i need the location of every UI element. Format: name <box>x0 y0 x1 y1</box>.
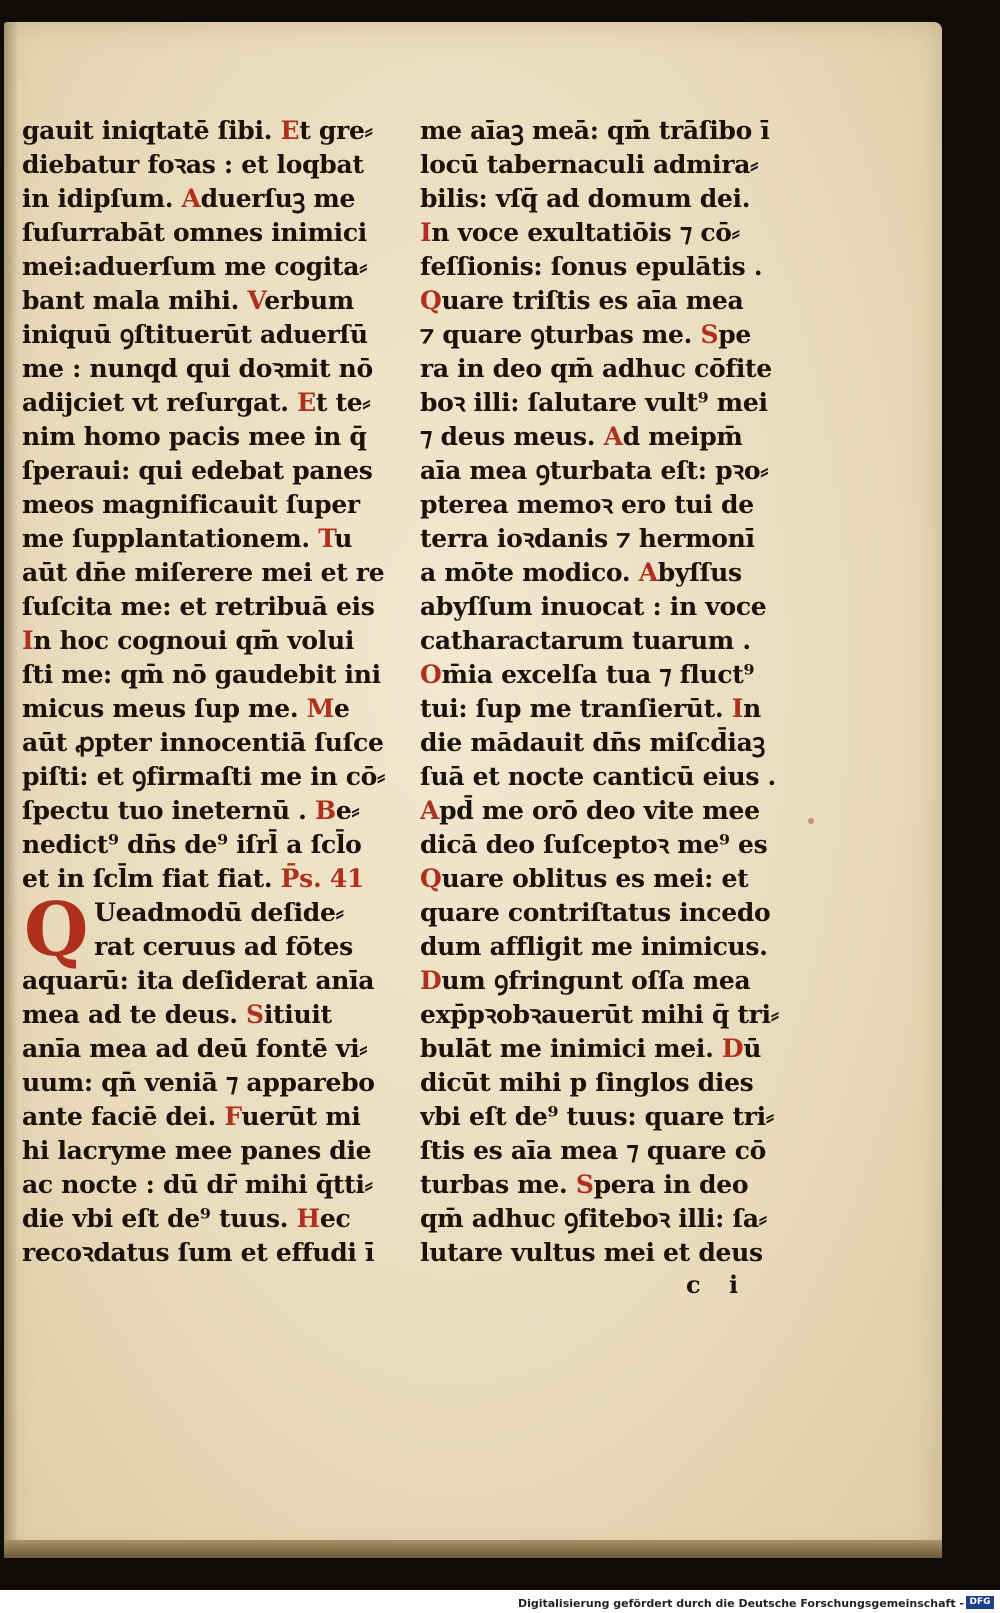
text-segment: me aīaꝫ meā: qm̄ trāſibo ī <box>420 116 770 145</box>
rubric-initial: Q <box>420 864 442 893</box>
text-segment: recoꝛdatus ſum et effudi ī <box>22 1238 375 1267</box>
text-line <box>420 726 792 760</box>
text-segment: aīa mea ꝯturbata eſt: pꝛo⸗ <box>420 456 769 485</box>
rubric-initial: D <box>721 1034 744 1063</box>
text-line <box>420 1202 792 1236</box>
rubric-initial: D <box>420 966 442 995</box>
rubric-initial: S <box>700 320 719 349</box>
text-line <box>420 658 792 692</box>
text-line <box>22 998 397 1032</box>
text-segment: ra in deo qm̄ adhuc cōfite <box>420 354 772 383</box>
text-segment: u <box>334 524 353 553</box>
text-line <box>22 216 397 250</box>
text-segment: turbas me. <box>420 1170 576 1199</box>
text-segment: e <box>334 694 350 723</box>
text-segment: ſuſurrabāt omnes inimici <box>22 218 367 247</box>
text-line <box>420 1100 792 1134</box>
text-line <box>420 182 792 216</box>
text-line <box>420 624 792 658</box>
text-segment: exp̄pꝛobꝛauerūt mihi q̄ tri⸗ <box>420 1000 779 1029</box>
rubric-initial: S <box>246 1000 264 1029</box>
rubric-initial: V <box>247 286 265 315</box>
text-line <box>22 556 397 590</box>
rubric-initial: O <box>420 660 442 689</box>
text-segment: boꝛ illi: ſalutare vult⁹ mei <box>420 388 768 417</box>
psalm-block <box>22 887 397 1270</box>
text-line <box>22 726 397 760</box>
text-line <box>420 250 792 284</box>
text-segment: itiuit <box>263 1000 332 1029</box>
text-line <box>420 896 792 930</box>
text-segment: aquarū: ita deſiderat anīa <box>22 966 375 995</box>
text-segment: ſpectu tuo ineternū . <box>22 796 315 825</box>
text-line <box>22 318 397 352</box>
text-line <box>420 760 792 794</box>
page-gutter-shadow <box>4 22 18 1557</box>
text-segment: ſuā et nocte canticū eius . <box>420 762 776 791</box>
text-column-right <box>420 114 792 1270</box>
text-segment: et in ſcl̄m fiat fiat. <box>22 864 281 893</box>
text-line <box>420 862 792 896</box>
text-line <box>420 692 792 726</box>
text-line <box>22 386 397 420</box>
psalm-initial: Q <box>24 887 89 973</box>
text-segment: bulāt me inimici mei. <box>420 1034 722 1063</box>
text-line <box>22 454 397 488</box>
text-segment: ū <box>743 1034 762 1063</box>
text-line <box>420 556 792 590</box>
text-segment: um ꝯfringunt oſſa mea <box>441 966 751 995</box>
text-line <box>22 1202 397 1236</box>
text-line <box>420 318 792 352</box>
text-segment: rat ceruus ad fōtes <box>94 932 353 961</box>
text-segment: ſti me: qm̄ nō gaudebit ini <box>22 660 381 689</box>
text-line <box>420 930 792 964</box>
rubric-initial: A <box>603 422 623 451</box>
text-segment: uum: qn̄ veniā ⁊ apparebo <box>22 1068 375 1097</box>
text-segment: dicūt mihi p ſinglos dies <box>420 1068 754 1097</box>
text-segment: mea ad te deus. <box>22 1000 247 1029</box>
text-line <box>22 114 397 148</box>
text-line <box>22 1100 397 1134</box>
signature-mark: c i <box>686 1270 749 1299</box>
text-segment: me ſupplantationem. <box>22 524 319 553</box>
dfg-logo: DFG <box>966 1596 994 1609</box>
text-segment: qm̄ adhuc ꝯfiteboꝛ illi: ſa⸗ <box>420 1204 767 1233</box>
left-lines <box>22 114 397 896</box>
text-segment: n voce exultatiōis ⁊ cō⸗ <box>431 218 740 247</box>
text-line <box>22 828 397 862</box>
text-segment: ſuſcita me: et retribuā eis <box>22 592 375 621</box>
text-line <box>94 930 397 964</box>
text-line <box>420 488 792 522</box>
text-line <box>94 896 397 930</box>
text-segment: mei:aduerſum me cogita⸗ <box>22 252 368 281</box>
text-line <box>22 522 397 556</box>
text-segment: me : nunqd qui doꝛmit nō <box>22 354 373 383</box>
text-line <box>22 1066 397 1100</box>
page-stain <box>808 818 814 824</box>
text-segment: ⁊ deus meus. <box>420 422 604 451</box>
text-segment: n <box>743 694 761 723</box>
text-line <box>22 488 397 522</box>
text-line <box>420 1134 792 1168</box>
text-line <box>420 114 792 148</box>
footer-credit: Digitalisierung gefördert durch die Deutsche Forschungsgemeinschaft - <box>517 1597 964 1610</box>
text-line <box>420 522 792 556</box>
text-segment: ac nocte : dū dr̄ mihi q̄tti⸗ <box>22 1170 373 1199</box>
page-bottom-edge <box>4 1540 942 1558</box>
text-segment: d meipm̄ <box>622 422 743 451</box>
text-line <box>22 624 397 658</box>
text-segment: duerſuꝫ me <box>200 184 356 213</box>
text-segment: n hoc cognoui qm̄ volui <box>33 626 355 655</box>
text-segment: m̄ia excelſa tua ⁊ fluct⁹ <box>441 660 755 689</box>
text-segment: nim homo pacis mee in q̄ <box>22 422 367 451</box>
text-segment: ſperaui: qui edebat panes <box>22 456 373 485</box>
text-segment: uare oblitus es mei: et <box>441 864 749 893</box>
text-segment: tui: ſup me tranſierūt. <box>420 694 732 723</box>
text-segment: feſſionis: ſonus epulātis . <box>420 252 763 281</box>
text-segment: a mōte modico. <box>420 558 639 587</box>
text-segment: die mādauit dn̄s miſcd̄iaꝫ <box>420 728 765 757</box>
text-column-left <box>22 114 397 1270</box>
text-segment: ⁊ quare ꝯturbas me. <box>420 320 701 349</box>
text-segment: vbi eſt de⁹ tuus: quare tri⸗ <box>420 1102 774 1131</box>
rubric-initial: M <box>306 694 334 723</box>
text-segment: dum affligit me inimicus. <box>420 932 768 961</box>
text-line <box>420 1236 792 1270</box>
text-segment: uerūt mi <box>241 1102 361 1131</box>
text-line <box>420 420 792 454</box>
text-segment: lutare vultus mei et deus <box>420 1238 763 1267</box>
text-segment: e⸗ <box>335 796 360 825</box>
text-segment: aūt dn̄e miſerere mei et re <box>22 558 385 587</box>
rubric-initial: A <box>420 796 440 825</box>
text-segment: abyſſum inuocat : in voce <box>420 592 767 621</box>
text-segment: bant mala mihi. <box>22 286 248 315</box>
rubric-initial: H <box>296 1204 320 1233</box>
text-line <box>22 182 397 216</box>
text-segment: bilis: vſq̄ ad domum dei. <box>420 184 751 213</box>
text-segment: micus meus ſup me. <box>22 694 307 723</box>
text-segment: t gre⸗ <box>299 116 373 145</box>
text-segment: iniquū ꝯſtituerūt aduerſū <box>22 320 368 349</box>
text-segment: die vbi eſt de⁹ tuus. <box>22 1204 297 1233</box>
rubric-initial: E <box>280 116 300 145</box>
text-segment: pd̄ me orō deo vite mee <box>439 796 760 825</box>
text-segment: nedict⁹ dn̄s de⁹ iſrl̄ a ſcl̄o <box>22 830 362 859</box>
rubric-initial: I <box>420 218 432 247</box>
text-segment: locū tabernaculi admira⸗ <box>420 150 759 179</box>
text-line <box>420 998 792 1032</box>
text-line <box>22 862 397 896</box>
rubric-initial: Q <box>420 286 442 315</box>
text-segment: quare contriſtatus incedo <box>420 898 771 927</box>
text-line <box>22 760 397 794</box>
text-line <box>420 148 792 182</box>
text-line <box>22 692 397 726</box>
rubric-initial: T <box>318 524 335 553</box>
right-lines <box>420 114 792 1270</box>
text-line <box>420 386 792 420</box>
text-line <box>22 1168 397 1202</box>
text-line <box>22 1236 397 1270</box>
text-line <box>22 284 397 318</box>
text-line <box>22 420 397 454</box>
text-line <box>22 658 397 692</box>
text-line <box>420 216 792 250</box>
rubric-initial: I <box>731 694 744 723</box>
text-line <box>22 148 397 182</box>
text-line <box>22 1032 397 1066</box>
text-line <box>420 454 792 488</box>
text-segment: adijciet vt reſurgat. <box>22 388 298 417</box>
text-segment: meos magnificauit ſuper <box>22 490 360 519</box>
text-segment: terra ioꝛdanis ⁊ hermonī <box>420 524 755 553</box>
text-segment: uare triſtis es aīa mea <box>441 286 744 315</box>
text-line <box>22 794 397 828</box>
text-segment: t te⸗ <box>315 388 371 417</box>
rubric-initial: A <box>181 184 201 213</box>
text-segment: catharactarum tuarum . <box>420 626 751 655</box>
rubric-initial: S <box>575 1170 594 1199</box>
text-segment: ſtis es aīa mea ⁊ quare cō <box>420 1136 766 1165</box>
text-segment: gauit iniqtatē ſibi. <box>22 116 281 145</box>
text-segment: pterea memoꝛ ero tui de <box>420 490 754 519</box>
rubric-initial: I <box>22 626 34 655</box>
text-segment: piſti: et ꝯfirmaſti me in cō⸗ <box>22 762 386 791</box>
text-line <box>22 352 397 386</box>
text-segment: hi lacryme mee panes die <box>22 1136 372 1165</box>
text-segment: erbum <box>264 286 354 315</box>
text-segment: pera in deo <box>593 1170 749 1199</box>
text-line <box>420 1066 792 1100</box>
text-line <box>420 1168 792 1202</box>
rubric-initial: F <box>224 1102 242 1131</box>
text-line <box>420 828 792 862</box>
text-segment: in idipſum. <box>22 184 182 213</box>
text-segment: Ueadmodū deſide⸗ <box>94 898 344 927</box>
text-line <box>420 964 792 998</box>
text-segment: ec <box>319 1204 351 1233</box>
text-line <box>420 590 792 624</box>
text-line <box>22 1134 397 1168</box>
text-segment: aūt ꝓpter innocentiā ſuſce <box>22 728 384 757</box>
text-line <box>420 794 792 828</box>
text-segment: diebatur foꝛas : et loqbat <box>22 150 364 179</box>
text-line <box>22 964 397 998</box>
text-line <box>22 590 397 624</box>
text-line <box>420 1032 792 1066</box>
text-segment: pe <box>718 320 751 349</box>
text-line <box>420 352 792 386</box>
rubric-initial: B <box>314 796 336 825</box>
rubric-initial: P̄s. 41 <box>280 864 364 893</box>
text-segment: ante faciē dei. <box>22 1102 225 1131</box>
rubric-initial: A <box>638 558 658 587</box>
text-line <box>420 284 792 318</box>
text-segment: byſſus <box>657 558 742 587</box>
rubric-initial: E <box>297 388 316 417</box>
text-line <box>22 250 397 284</box>
text-segment: dicā deo ſuſceptoꝛ me⁹ es <box>420 830 768 859</box>
text-segment: anīa mea ad deū fontē vi⸗ <box>22 1034 368 1063</box>
